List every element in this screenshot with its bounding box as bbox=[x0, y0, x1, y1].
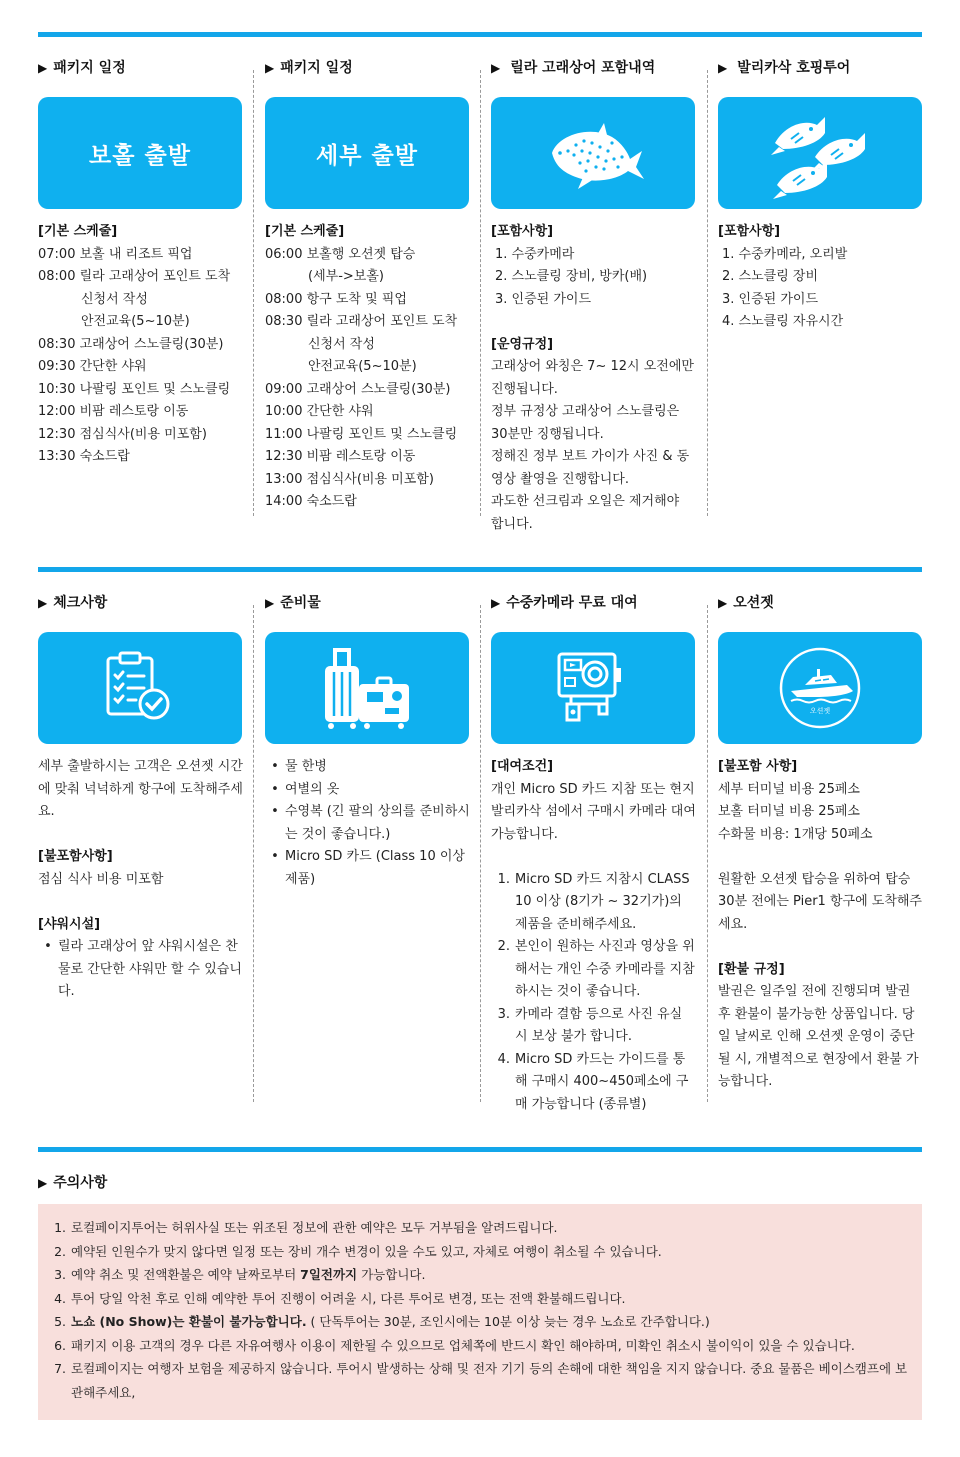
text-line: 09:00 고래상어 스노클링(30분) bbox=[265, 381, 451, 397]
triangle-icon: ▶ bbox=[38, 61, 48, 75]
spacer bbox=[718, 846, 924, 869]
notice-number: 4. bbox=[54, 1290, 66, 1306]
section-divider-bottom bbox=[38, 1147, 922, 1152]
text-line: 과도한 선크림과 오일은 제거해야 bbox=[491, 494, 680, 509]
ferry-icon bbox=[777, 645, 863, 731]
notice-emphasis: 노쇼 (No Show)는 환불이 불가능합니다. bbox=[71, 1314, 307, 1329]
info-card bbox=[718, 632, 922, 744]
numbered-item: 1. 수중카메라 bbox=[495, 246, 575, 262]
column-heading-text: 수중카메라 무료 대여 bbox=[506, 595, 638, 611]
column-separator bbox=[253, 605, 254, 1102]
numbered-item: 3. 인증된 가이드 bbox=[722, 291, 819, 307]
item-number: 2. bbox=[497, 939, 510, 954]
text-line: 세부 터미널 비용 25페소 bbox=[718, 781, 860, 797]
notice-segment: 가능합니다. bbox=[357, 1267, 426, 1282]
text-line: 06:00 보홀행 오션젯 탑승 bbox=[265, 246, 416, 262]
column-heading-text: 오션젯 bbox=[733, 595, 774, 611]
column-oceanjet bbox=[718, 593, 924, 1094]
section-divider-middle bbox=[38, 567, 922, 572]
column-cebu-package bbox=[265, 58, 471, 514]
whale-shark-icon bbox=[538, 113, 648, 193]
notice-number: 3. bbox=[54, 1267, 66, 1282]
text-line: 13:00 점심식사(비용 미포함) bbox=[265, 471, 434, 487]
subheading: [환불 규정] bbox=[718, 961, 785, 977]
paragraph: 개인 Micro SD 카드 지참 또는 현지 발리카삭 섬에서 구매시 카메라 대여 가능합니다. bbox=[491, 781, 696, 842]
indented-line: 안전교육(5~10분) bbox=[308, 359, 417, 374]
numbered-item: 4. 스노클링 자유시간 bbox=[722, 314, 844, 329]
column-heading-text: 발리카삭 호핑투어 bbox=[737, 60, 851, 76]
triangle-icon: ▶ bbox=[265, 61, 275, 75]
text-line: 점심 식사 비용 미포함 bbox=[38, 871, 164, 887]
column-heading bbox=[491, 58, 697, 78]
indented-line: 안전교육(5~10분) bbox=[81, 314, 190, 329]
triangle-icon: ▶ bbox=[265, 596, 275, 610]
item-text: Micro SD 카드 지참시 CLASS 10 이상 (8기가 ~ 32기가)의 제품을 준비해주세요. bbox=[515, 871, 690, 932]
info-card bbox=[718, 97, 922, 209]
column-supplies bbox=[265, 593, 471, 891]
card-title: 보홀 출발 bbox=[89, 142, 191, 169]
column-separator bbox=[480, 605, 481, 1102]
notice-item bbox=[52, 1263, 908, 1287]
notice-segment: 투어 당일 악천 후로 인해 예약한 투어 진행이 어려울 시, 다른 투어로 변경, 또는 전액 환불해드립니다. bbox=[71, 1290, 626, 1306]
notice-text bbox=[71, 1334, 908, 1358]
info-card bbox=[491, 632, 695, 744]
card-title: 세부 출발 bbox=[316, 142, 418, 169]
column-separator bbox=[707, 70, 708, 516]
column-heading-text: 패키지 일정 bbox=[53, 60, 126, 76]
ordered-list bbox=[491, 869, 697, 1117]
notice-segment: 예약 취소 및 전액환불은 예약 날짜로부터 bbox=[71, 1267, 301, 1282]
item-text: 카메라 결함 등으로 사진 유실 시 보상 불가 합니다. bbox=[515, 1006, 683, 1044]
luggage-icon bbox=[317, 646, 417, 730]
notice-number: 1. bbox=[54, 1220, 66, 1235]
column-body bbox=[265, 221, 471, 514]
spacer bbox=[491, 846, 697, 869]
subheading: [포함사항] bbox=[491, 224, 554, 239]
notice-segment: ( 단독투어는 30분, 조인시에는 10분 이상 늦는 경우 노쇼로 간주합니다.) bbox=[306, 1314, 710, 1329]
item-text: 본인이 원하는 사진과 영상을 위해서는 개인 수중 카메라를 지참하시는 것이 좋습니다. bbox=[515, 939, 695, 999]
subheading: [불포함 사항] bbox=[718, 759, 798, 774]
notice-text bbox=[71, 1216, 908, 1240]
notice-text bbox=[71, 1310, 908, 1334]
paragraph: 원활한 오션젯 탑승을 위하여 탑승 30분 전에는 Pier1 항구에 도착해주세요. bbox=[718, 871, 922, 932]
notice-item bbox=[52, 1287, 908, 1311]
notice-segment: 로컬페이지투어는 허위사실 또는 위조된 정보에 관한 예약은 모두 거부됨을 알려드립니다. bbox=[71, 1220, 558, 1235]
paragraph: 발권은 일주일 전에 진행되며 발권 후 환불이 불가능한 상품입니다. 당일 날씨로 인해 오션젯 운영이 중단 될 시, 개별적으로 현장에서 환불 가능합니다. bbox=[718, 984, 919, 1089]
column-heading bbox=[718, 58, 924, 78]
numbered-item: 2. 스노클링 장비, 방카(배) bbox=[495, 269, 648, 284]
info-card bbox=[265, 97, 469, 209]
ordered-item bbox=[491, 1049, 697, 1117]
column-heading-text: 릴라 고래상어 포함내역 bbox=[510, 60, 656, 76]
text-line: 수화물 비용: 1개당 50페소 bbox=[718, 826, 873, 842]
text-line: 정해진 정부 보트 가이가 사진 & 동 bbox=[491, 449, 690, 464]
triangle-icon: ▶ bbox=[491, 596, 501, 610]
triangle-icon: ▶ bbox=[38, 1176, 48, 1190]
section-divider-top bbox=[38, 32, 922, 37]
text-line: 합니다. bbox=[491, 516, 533, 532]
notice-item bbox=[52, 1240, 908, 1264]
bullet-dot: • bbox=[271, 849, 279, 864]
indented-line: 신청서 작성 bbox=[81, 291, 148, 307]
item-text: Micro SD 카드는 가이드를 통해 구매시 400~450페소에 구매 가능합니다 (종류별) bbox=[515, 1051, 689, 1112]
text-line: 진행됩니다. bbox=[491, 381, 558, 397]
bullet-item bbox=[38, 936, 244, 1004]
indented-line: (세부->보홀) bbox=[308, 269, 384, 284]
info-card bbox=[38, 632, 242, 744]
text-line: 09:30 간단한 샤워 bbox=[38, 359, 147, 374]
notice-segment: 패키지 이용 고객의 경우 다른 자유여행사 이용이 제한될 수 있으므로 업체쪽에 반드시 확인 해야하며, 미확인 취소시 불이익이 있을 수 있습니다. bbox=[71, 1337, 855, 1353]
column-heading bbox=[265, 593, 471, 613]
text-line: 30분만 징행됩니다. bbox=[491, 426, 604, 442]
column-balicasag bbox=[718, 58, 924, 334]
notice-segment: 예약된 인원수가 맞지 않다면 일정 또는 장비 개수 변경이 있을 수도 있고, 자체로 여행이 취소될 수 있습니다. bbox=[71, 1243, 662, 1259]
text-line: 08:00 항구 도착 및 픽업 bbox=[265, 291, 407, 307]
spacer bbox=[38, 891, 244, 914]
column-separator bbox=[253, 70, 254, 516]
item-number: 3. bbox=[497, 1006, 510, 1022]
item-number: 1. bbox=[497, 871, 510, 887]
bullet-list bbox=[38, 936, 244, 1004]
column-heading-text: 준비물 bbox=[280, 595, 321, 611]
column-heading bbox=[491, 593, 697, 613]
ordered-item bbox=[491, 869, 697, 937]
notice-item bbox=[52, 1334, 908, 1358]
column-camera-rental bbox=[491, 593, 697, 1116]
bullet-dot: • bbox=[271, 804, 279, 819]
notice-heading bbox=[38, 1172, 107, 1192]
numbered-item: 2. 스노클링 장비 bbox=[722, 269, 819, 284]
column-body bbox=[718, 756, 924, 1094]
triangle-icon: ▶ bbox=[38, 596, 48, 610]
subheading: [대여조건] bbox=[491, 759, 554, 774]
spacer bbox=[491, 311, 697, 334]
subheading: [불포함사항] bbox=[38, 849, 113, 864]
notice-text bbox=[71, 1240, 908, 1264]
notice-item bbox=[52, 1310, 908, 1334]
text-line: 11:00 나팔링 포인트 및 스노클링 bbox=[265, 426, 458, 442]
text-line: 정부 규정상 고래상어 스노클링은 bbox=[491, 404, 680, 419]
notice-text bbox=[71, 1263, 908, 1287]
column-body bbox=[265, 756, 471, 891]
spacer bbox=[38, 824, 244, 847]
triangle-icon: ▶ bbox=[718, 596, 728, 610]
column-heading bbox=[718, 593, 924, 613]
notice-number: 7. bbox=[54, 1361, 66, 1376]
column-body bbox=[38, 221, 244, 469]
ordered-item bbox=[491, 936, 697, 1004]
numbered-item: 1. 수중카메라, 오리발 bbox=[722, 246, 848, 262]
column-heading bbox=[38, 593, 244, 613]
notice-emphasis: 7일전까지 bbox=[300, 1267, 358, 1282]
text-line: 13:30 숙소드랍 bbox=[38, 449, 130, 464]
bullet-text: 수영복 (긴 팔의 상의를 준비하시는 것이 좋습니다.) bbox=[285, 804, 470, 842]
notice-item bbox=[52, 1357, 908, 1404]
triangle-icon: ▶ bbox=[718, 61, 728, 75]
bullet-item bbox=[265, 756, 471, 779]
column-bohol-package bbox=[38, 58, 244, 469]
text-line: 08:30 릴라 고래상어 포인트 도착 bbox=[265, 314, 458, 329]
text-line: 08:00 릴라 고래상어 포인트 도착 bbox=[38, 269, 231, 284]
bullet-dot: • bbox=[44, 939, 52, 954]
info-card bbox=[491, 97, 695, 209]
subheading: [샤워시설] bbox=[38, 916, 101, 932]
bullet-text: 여별의 옷 bbox=[285, 781, 340, 797]
column-heading-text: 패키지 일정 bbox=[280, 60, 353, 76]
column-separator bbox=[480, 70, 481, 516]
column-separator bbox=[707, 605, 708, 1102]
action-camera-icon bbox=[553, 648, 633, 728]
text-line: 10:30 나팔링 포인트 및 스노클링 bbox=[38, 381, 231, 397]
subheading: [기본 스케줄] bbox=[265, 224, 345, 239]
item-number: 4. bbox=[497, 1051, 510, 1067]
text-line: 14:00 숙소드랍 bbox=[265, 494, 357, 509]
text-line: 08:30 고래상어 스노클링(30분) bbox=[38, 336, 224, 352]
column-body bbox=[491, 221, 697, 536]
notice-number: 2. bbox=[54, 1243, 66, 1259]
ordered-item bbox=[491, 1004, 697, 1049]
column-heading bbox=[38, 58, 244, 78]
subheading: [기본 스케줄] bbox=[38, 224, 118, 239]
fish-icon bbox=[765, 103, 875, 203]
column-heading-text: 체크사항 bbox=[53, 595, 108, 611]
column-body bbox=[38, 756, 244, 1004]
column-checklist bbox=[38, 593, 244, 1004]
bullet-item bbox=[265, 801, 471, 846]
spacer bbox=[718, 936, 924, 959]
text-line: 07:00 보홀 내 리조트 픽업 bbox=[38, 246, 193, 262]
column-whale-shark bbox=[491, 58, 697, 536]
notice-number: 6. bbox=[54, 1337, 66, 1353]
bullet-text: 릴라 고래상어 앞 샤워시설은 찬물로 간단한 샤워만 할 수 있습니다. bbox=[58, 939, 242, 999]
text-line: 12:00 비팜 레스토랑 이동 bbox=[38, 404, 189, 419]
notice-text bbox=[71, 1357, 908, 1404]
bullet-list bbox=[265, 756, 471, 891]
subheading: [포함사항] bbox=[718, 224, 781, 239]
column-body bbox=[718, 221, 924, 334]
notice-heading-text: 주의사항 bbox=[53, 1175, 108, 1191]
bullet-text: 물 한병 bbox=[285, 759, 327, 774]
numbered-item: 3. 인증된 가이드 bbox=[495, 291, 592, 307]
text-line: 고래상어 와칭은 7~ 12시 오전에만 bbox=[491, 359, 694, 374]
bullet-dot: • bbox=[271, 759, 279, 774]
notice-text bbox=[71, 1287, 908, 1311]
bullet-item bbox=[265, 846, 471, 891]
bullet-item bbox=[265, 779, 471, 802]
text-line: 보홀 터미널 비용 25페소 bbox=[718, 804, 860, 819]
triangle-icon: ▶ bbox=[491, 61, 501, 75]
text-line: 영상 촬영을 진행합니다. bbox=[491, 471, 629, 487]
notice-box bbox=[38, 1204, 922, 1420]
text-line: 10:00 간단한 샤워 bbox=[265, 404, 374, 419]
subheading: [운영규정] bbox=[491, 336, 554, 352]
ferry-icon-label: 오션젯 bbox=[809, 707, 831, 715]
paragraph: 세부 출발하시는 고객은 오션젯 시간에 맞춰 넉넉하게 항구에 도착해주세요. bbox=[38, 759, 243, 819]
checklist-icon bbox=[100, 648, 180, 728]
notice-number: 5. bbox=[54, 1314, 66, 1329]
notice-item bbox=[52, 1216, 908, 1240]
column-heading bbox=[265, 58, 471, 78]
indented-line: 신청서 작성 bbox=[308, 336, 375, 352]
info-card bbox=[38, 97, 242, 209]
bullet-dot: • bbox=[271, 781, 279, 797]
column-body bbox=[491, 756, 697, 1116]
bullet-text: Micro SD 카드 (Class 10 이상 제품) bbox=[285, 849, 465, 887]
text-line: 12:30 비팜 레스토랑 이동 bbox=[265, 449, 416, 464]
text-line: 12:30 점심식사(비용 미포함) bbox=[38, 426, 207, 442]
notice-segment: 로컬페이지는 여행자 보험을 제공하지 않습니다. 투어시 발생하는 상해 및 전자 기기 등의 손해에 대한 책임을 지지 않습니다. 중요 물품은 베이스캠프에 보관해주세요, bbox=[71, 1361, 908, 1400]
info-card bbox=[265, 632, 469, 744]
